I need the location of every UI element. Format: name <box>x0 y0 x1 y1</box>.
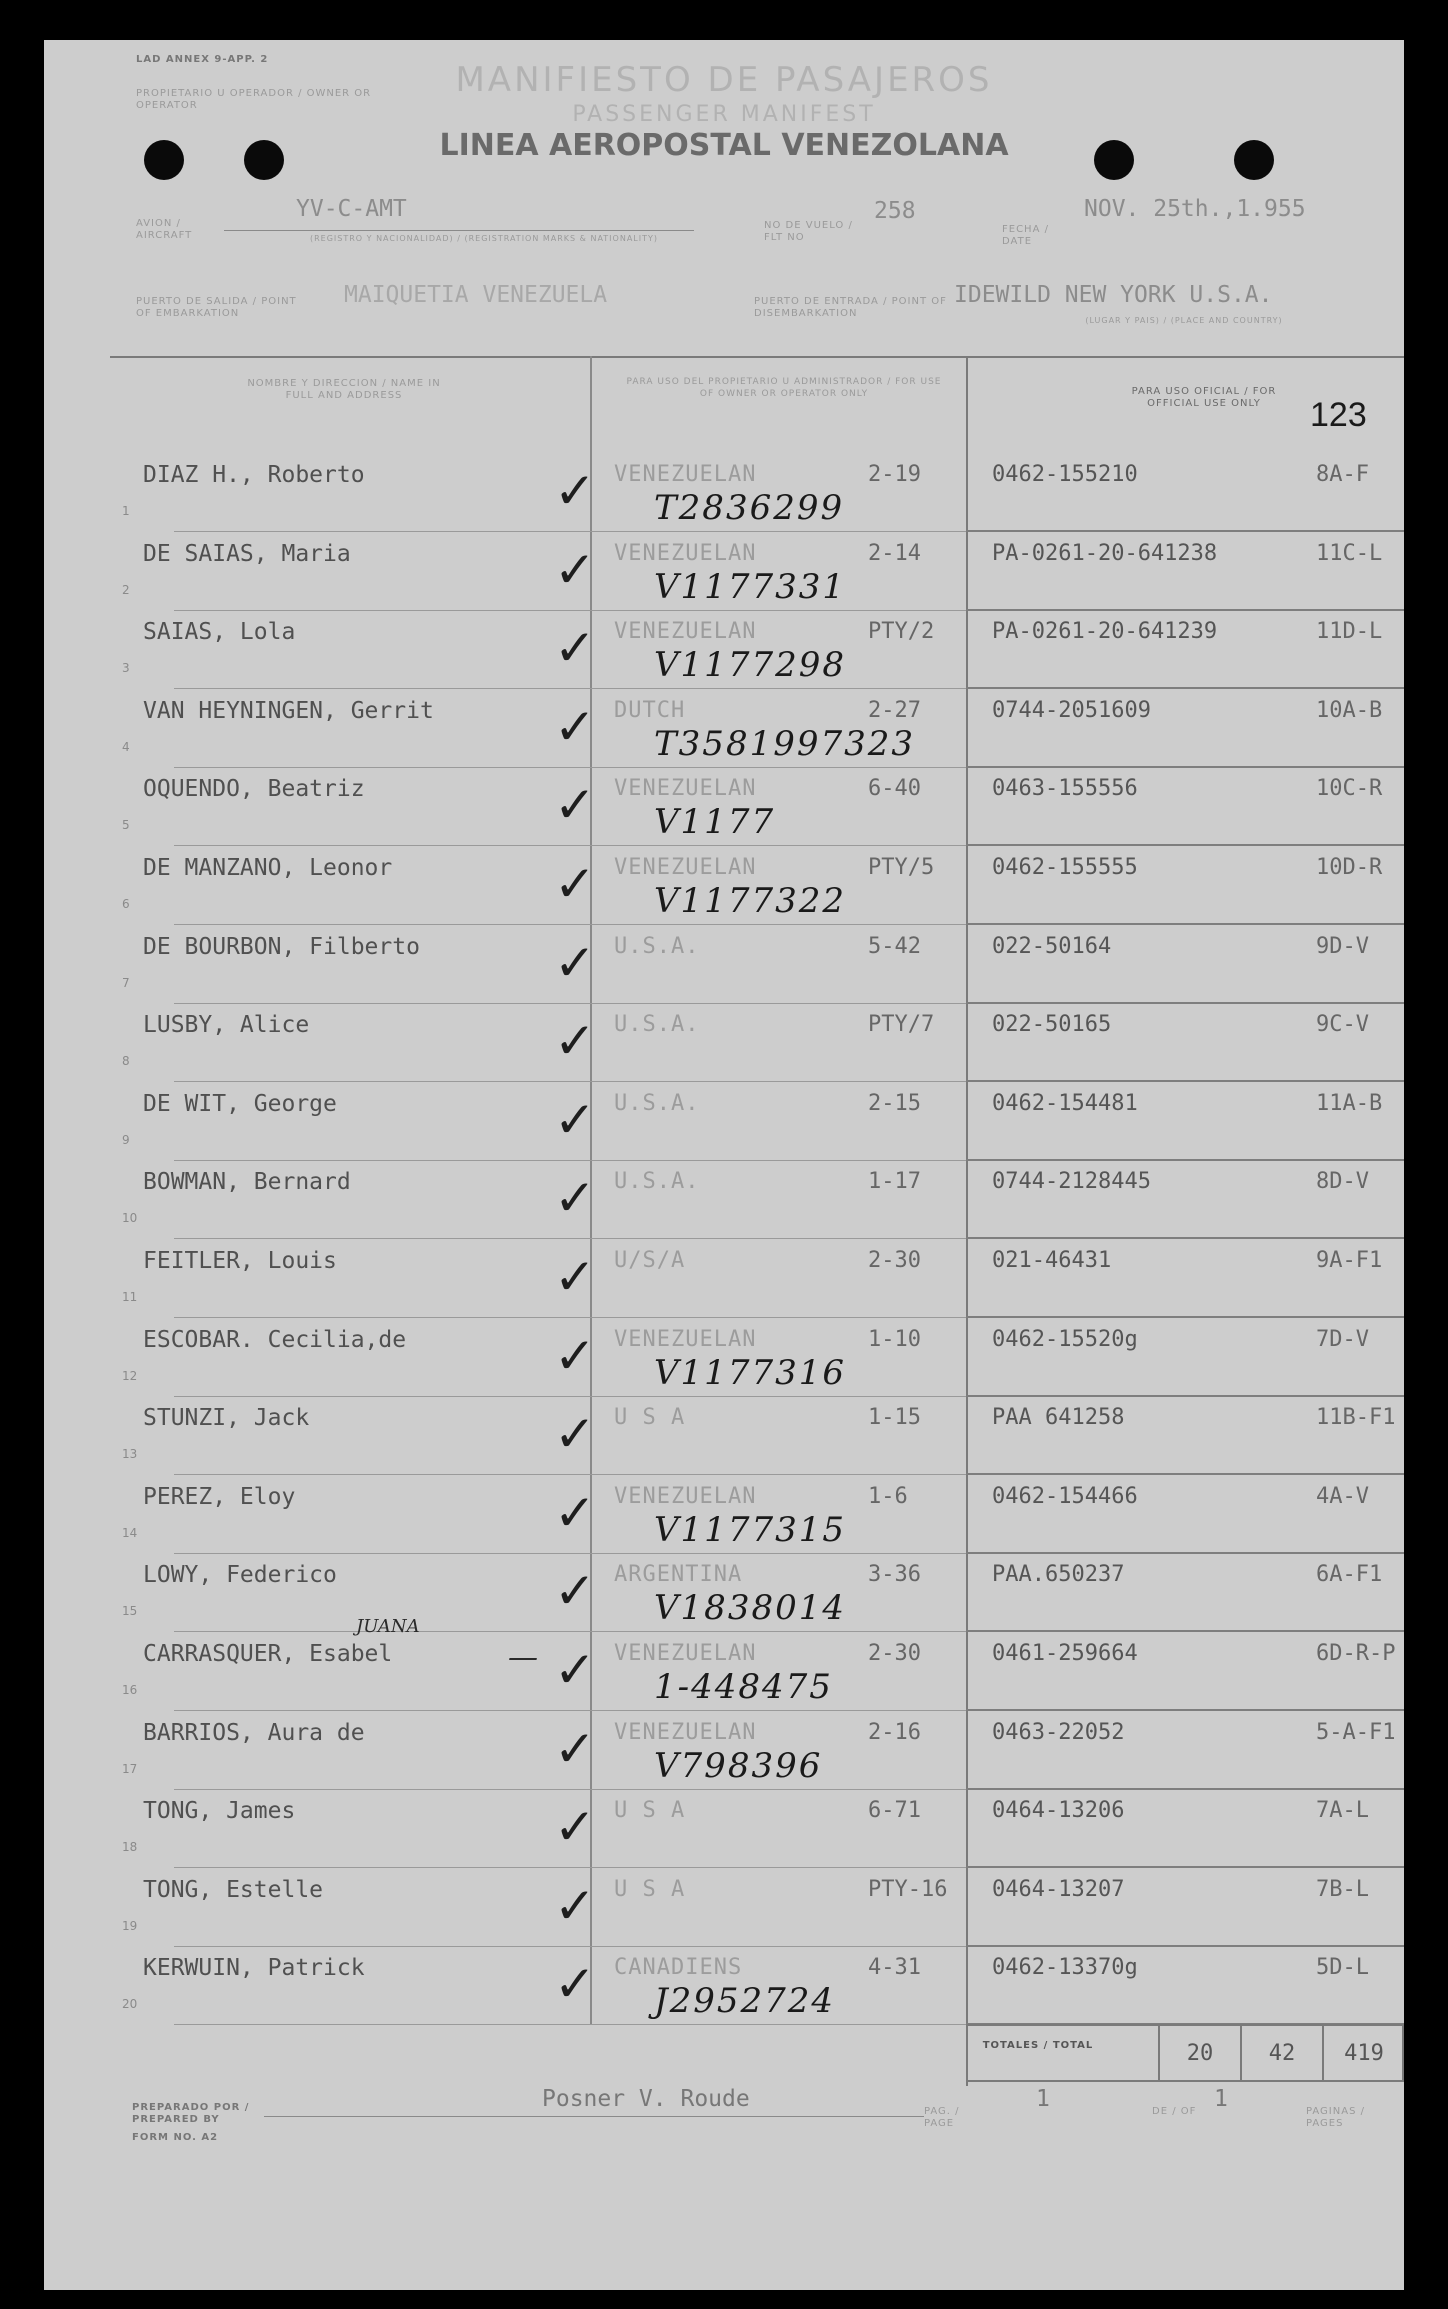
passenger-row <box>44 1002 1404 1082</box>
passenger-nationality: U S A <box>614 1405 686 1430</box>
check-mark-icon: ✓ <box>554 1562 596 1620</box>
passenger-nationality: DUTCH <box>614 698 686 723</box>
ticket-number: 0462-155555 <box>992 855 1138 880</box>
passenger-name: CARRASQUER, Esabel <box>143 1641 393 1667</box>
passenger-name: DIAZ H., Roberto <box>143 462 365 488</box>
departure-label: PUERTO DE SALIDA / POINT OF EMBARKATION <box>136 296 297 319</box>
passenger-code: 2-14 <box>868 541 921 566</box>
passenger-code: 2-19 <box>868 462 921 487</box>
passenger-nationality: CANADIENS <box>614 1955 743 1980</box>
handwritten-passport: J2952724 <box>654 1981 836 2021</box>
passenger-row <box>44 1552 1404 1632</box>
prepared-value: Posner V. Roude <box>542 2086 750 2112</box>
passenger-code: 2-15 <box>868 1091 921 1116</box>
aircraft-label: AVION / AIRCRAFT <box>136 218 193 241</box>
seat-code: 9D-V <box>1316 934 1369 959</box>
passenger-row <box>44 1788 1404 1868</box>
passenger-nationality: U/S/A <box>614 1248 686 1273</box>
ticket-number: 0744-2051609 <box>992 698 1151 723</box>
seat-code: 10A-B <box>1316 698 1383 723</box>
prepared-rule <box>264 2116 924 2117</box>
passenger-code: 2-27 <box>868 698 921 723</box>
handwritten-passport: V1177298 <box>654 645 846 685</box>
passenger-row <box>44 531 1404 611</box>
passenger-row <box>44 452 1404 532</box>
row-number: 8 <box>122 1054 130 1068</box>
passenger-row <box>44 1317 1404 1397</box>
punch-hole-1 <box>144 140 184 180</box>
name-column-header: NOMBRE Y DIRECCION / NAME IN FULL AND ADDRESS <box>247 378 441 401</box>
ticket-number: 021-46431 <box>992 1248 1112 1273</box>
check-mark-icon: ✓ <box>554 1720 596 1778</box>
passenger-name: DE MANZANO, Leonor <box>143 855 393 881</box>
passenger-code: 6-71 <box>868 1798 921 1823</box>
check-mark-icon: ✓ <box>554 698 596 756</box>
check-mark-icon: ✓ <box>554 1327 596 1385</box>
seat-code: 11D-L <box>1316 619 1383 644</box>
seat-code: 5D-L <box>1316 1955 1369 1980</box>
page-label: PAG. / PAGE <box>924 2106 960 2129</box>
ticket-number: 0461-259664 <box>992 1641 1138 1666</box>
passenger-nationality: VENEZUELAN <box>614 462 757 487</box>
passenger-name: DE SAIAS, Maria <box>143 541 351 567</box>
ticket-number: 022-50164 <box>992 934 1112 959</box>
dash-mark: — <box>508 1640 538 1675</box>
seat-code: 4A-V <box>1316 1484 1369 1509</box>
passenger-name: LOWY, Federico <box>143 1562 337 1588</box>
passenger-row <box>44 1081 1404 1161</box>
check-mark-icon: ✓ <box>554 541 596 599</box>
row-number: 9 <box>122 1133 130 1147</box>
punch-hole-2 <box>244 140 284 180</box>
passenger-name: STUNZI, Jack <box>143 1405 310 1431</box>
passenger-row <box>44 1395 1404 1475</box>
aircraft-value: YV-C-AMT <box>296 196 407 222</box>
ticket-number: 0462-13370g <box>992 1955 1138 1980</box>
passenger-code: 4-31 <box>868 1955 921 1980</box>
passenger-nationality: VENEZUELAN <box>614 855 757 880</box>
flight-value: 258 <box>874 198 916 224</box>
ticket-number: 0463-155556 <box>992 776 1138 801</box>
title-en: PASSENGER MANIFEST <box>572 102 876 127</box>
passenger-nationality: VENEZUELAN <box>614 1327 757 1352</box>
ticket-number: PAA 641258 <box>992 1405 1125 1430</box>
date-value: NOV. 25th.,1.955 <box>1084 196 1306 222</box>
row-number: 11 <box>122 1290 138 1304</box>
seat-code: 5-A-F1 <box>1316 1720 1396 1745</box>
check-mark-icon: ✓ <box>554 1877 596 1935</box>
passenger-nationality: U S A <box>614 1877 686 1902</box>
handwritten-passport: V1177331 <box>654 567 846 607</box>
seat-code: 9A-F1 <box>1316 1248 1383 1273</box>
totals-col3: 419 <box>1322 2026 1404 2080</box>
prepared-label: PREPARADO POR / PREPARED BY <box>132 2102 250 2125</box>
arrival-label: PUERTO DE ENTRADA / POINT OF DISEMBARKATION <box>754 296 947 319</box>
passenger-code: 6-40 <box>868 776 921 801</box>
passenger-name: KERWUIN, Patrick <box>143 1955 365 1981</box>
place-label: (LUGAR Y PAIS) / (PLACE AND COUNTRY) <box>1085 316 1283 325</box>
page-value: 1 <box>1036 2086 1050 2112</box>
passenger-code: PTY/5 <box>868 855 935 880</box>
seat-code: 7D-V <box>1316 1327 1369 1352</box>
passenger-code: 2-30 <box>868 1641 921 1666</box>
juana-annotation: JUANA <box>356 1616 420 1637</box>
totals-box <box>966 2024 1404 2082</box>
passenger-nationality: U.S.A. <box>614 1169 700 1194</box>
manifest-sheet <box>44 40 1404 2290</box>
row-number: 14 <box>122 1526 138 1540</box>
passenger-name: DE BOURBON, Filberto <box>143 934 420 960</box>
passenger-row <box>44 766 1404 846</box>
seat-code: 11C-L <box>1316 541 1383 566</box>
corner-label: PROPIETARIO U OPERADOR / OWNER OR OPERATOR <box>136 88 372 111</box>
passenger-nationality: VENEZUELAN <box>614 619 757 644</box>
flight-label: NO DE VUELO / FLT NO <box>764 220 853 243</box>
row-number: 6 <box>122 897 130 911</box>
passenger-nationality: U.S.A. <box>614 1012 700 1037</box>
ticket-number: PA-0261-20-641239 <box>992 619 1218 644</box>
handwritten-passport: V1177322 <box>654 881 846 921</box>
passenger-code: 1-17 <box>868 1169 921 1194</box>
handwritten-passport: V1177316 <box>654 1353 846 1393</box>
passenger-nationality: U.S.A. <box>614 934 700 959</box>
passenger-name: TONG, James <box>143 1798 296 1824</box>
handwritten-passport: V1177315 <box>654 1510 846 1550</box>
check-mark-icon: ✓ <box>554 1248 596 1306</box>
handwritten-passport: V798396 <box>654 1746 823 1786</box>
row-number: 13 <box>122 1447 138 1461</box>
passenger-name: LUSBY, Alice <box>143 1012 310 1038</box>
ticket-number: 0462-154466 <box>992 1484 1138 1509</box>
passenger-code: 1-6 <box>868 1484 908 1509</box>
check-mark-icon: ✓ <box>554 1169 596 1227</box>
ticket-number: 0744-2128445 <box>992 1169 1151 1194</box>
ticket-number: 0462-154481 <box>992 1091 1138 1116</box>
of-value: 1 <box>1214 2086 1228 2112</box>
passenger-row <box>44 1710 1404 1790</box>
check-mark-icon: ✓ <box>554 1484 596 1542</box>
ticket-number: 0462-155210 <box>992 462 1138 487</box>
row-number: 15 <box>122 1604 138 1618</box>
page-stamp: 123 <box>1310 396 1367 434</box>
seat-code: 9C-V <box>1316 1012 1369 1037</box>
of-label: DE / OF <box>1152 2106 1197 2117</box>
passenger-code: PTY/7 <box>868 1012 935 1037</box>
passenger-name: TONG, Estelle <box>143 1877 324 1903</box>
ticket-number: 0462-15520g <box>992 1327 1138 1352</box>
ticket-number: PA-0261-20-641238 <box>992 541 1218 566</box>
passenger-code: 2-16 <box>868 1720 921 1745</box>
check-mark-icon: ✓ <box>554 1405 596 1463</box>
totals-passengers: 20 <box>1158 2026 1240 2080</box>
passenger-nationality: VENEZUELAN <box>614 1641 757 1666</box>
passenger-row <box>44 1238 1404 1318</box>
seat-code: 6D-R-P <box>1316 1641 1396 1666</box>
arrival-value: IDEWILD NEW YORK U.S.A. <box>954 282 1273 308</box>
passenger-row <box>44 609 1404 689</box>
row-number: 12 <box>122 1369 138 1383</box>
airline-name: LINEA AEROPOSTAL VENEZOLANA <box>439 128 1009 163</box>
punch-hole-4 <box>1234 140 1274 180</box>
row-number: 3 <box>122 661 130 675</box>
ticket-number: PAA.650237 <box>992 1562 1125 1587</box>
seat-code: 7B-L <box>1316 1877 1369 1902</box>
passenger-name: SAIAS, Lola <box>143 619 296 645</box>
aircraft-rule <box>224 230 694 231</box>
row-number: 17 <box>122 1762 138 1776</box>
handwritten-passport: T3581997323 <box>654 724 915 764</box>
seat-code: 10D-R <box>1316 855 1383 880</box>
date-label: FECHA / DATE <box>1002 224 1049 247</box>
passenger-row <box>44 1631 1404 1711</box>
passenger-row <box>44 688 1404 768</box>
passenger-code: PTY/2 <box>868 619 935 644</box>
title-es: MANIFIESTO DE PASAJEROS <box>455 60 993 100</box>
check-mark-icon: ✓ <box>554 1641 596 1699</box>
seat-code: 11A-B <box>1316 1091 1383 1116</box>
seat-code: 8D-V <box>1316 1169 1369 1194</box>
passenger-nationality: VENEZUELAN <box>614 1484 757 1509</box>
handwritten-passport: 1-448475 <box>654 1667 833 1707</box>
passenger-code: 1-15 <box>868 1405 921 1430</box>
passenger-name: PEREZ, Eloy <box>143 1484 296 1510</box>
check-mark-icon: ✓ <box>554 462 596 520</box>
passenger-name: FEITLER, Louis <box>143 1248 337 1274</box>
ticket-number: 022-50165 <box>992 1012 1112 1037</box>
check-mark-icon: ✓ <box>554 855 596 913</box>
row-number: 4 <box>122 740 130 754</box>
ticket-number: 0463-22052 <box>992 1720 1125 1745</box>
passenger-nationality: ARGENTINA <box>614 1562 743 1587</box>
passenger-name: BOWMAN, Bernard <box>143 1169 351 1195</box>
passenger-row <box>44 1474 1404 1554</box>
passenger-row <box>44 1945 1404 2025</box>
seat-code: 8A-F <box>1316 462 1369 487</box>
row-number: 7 <box>122 976 130 990</box>
seat-code: 6A-F1 <box>1316 1562 1383 1587</box>
ticket-number: 0464-13207 <box>992 1877 1125 1902</box>
owner-column-header: PARA USO DEL PROPIETARIO U ADMINISTRADOR / FOR USE OF OWNER OR OPERATOR ONLY <box>626 377 942 399</box>
passenger-code: 2-30 <box>868 1248 921 1273</box>
totals-label: TOTALES / TOTAL <box>982 2040 1094 2051</box>
passenger-name: ESCOBAR. Cecilia,de <box>143 1327 407 1353</box>
passenger-nationality: VENEZUELAN <box>614 1720 757 1745</box>
totals-col2: 42 <box>1240 2026 1322 2080</box>
passenger-nationality: VENEZUELAN <box>614 776 757 801</box>
passenger-nationality: U.S.A. <box>614 1091 700 1116</box>
passenger-nationality: VENEZUELAN <box>614 541 757 566</box>
row-number: 19 <box>122 1919 138 1933</box>
check-mark-icon: ✓ <box>554 619 596 677</box>
passenger-row <box>44 924 1404 1004</box>
departure-value: MAIQUETIA VENEZUELA <box>344 282 608 308</box>
row-number: 18 <box>122 1840 138 1854</box>
row-number: 5 <box>122 818 130 832</box>
check-mark-icon: ✓ <box>554 1012 596 1070</box>
form-label: FORM NO. A2 <box>132 2132 219 2143</box>
passenger-name: VAN HEYNINGEN, Gerrit <box>143 698 434 724</box>
corner-stamp: LAD ANNEX 9-APP. 2 <box>136 54 269 65</box>
passenger-code: 5-42 <box>868 934 921 959</box>
passenger-row <box>44 1867 1404 1947</box>
handwritten-passport: T2836299 <box>654 488 845 528</box>
handwritten-passport: V1177 <box>654 802 776 842</box>
header-rule <box>110 356 1404 358</box>
official-column-header: PARA USO OFICIAL / FOR OFFICIAL USE ONLY <box>1131 386 1277 409</box>
registration-label: (REGISTRO Y NACIONALIDAD) / (REGISTRATION MARKS & NATIONALITY) <box>309 234 658 243</box>
check-mark-icon: ✓ <box>554 1091 596 1149</box>
check-mark-icon: ✓ <box>554 776 596 834</box>
passenger-name: OQUENDO, Beatriz <box>143 776 365 802</box>
seat-code: 10C-R <box>1316 776 1383 801</box>
seat-code: 11B-F1 <box>1316 1405 1396 1430</box>
row-number: 1 <box>122 504 130 518</box>
punch-hole-3 <box>1094 140 1134 180</box>
row-number: 10 <box>122 1211 138 1225</box>
passenger-code: PTY-16 <box>868 1877 948 1902</box>
row-number: 2 <box>122 583 130 597</box>
row-number: 20 <box>122 1997 138 2011</box>
passenger-row <box>44 845 1404 925</box>
seat-code: 7A-L <box>1316 1798 1369 1823</box>
check-mark-icon: ✓ <box>554 1955 596 2013</box>
check-mark-icon: ✓ <box>554 934 596 992</box>
passenger-code: 3-36 <box>868 1562 921 1587</box>
passenger-name: BARRIOS, Aura de <box>143 1720 365 1746</box>
row-number: 16 <box>122 1683 138 1697</box>
ticket-number: 0464-13206 <box>992 1798 1125 1823</box>
passenger-nationality: U S A <box>614 1798 686 1823</box>
passenger-code: 1-10 <box>868 1327 921 1352</box>
passenger-row <box>44 1159 1404 1239</box>
handwritten-passport: V1838014 <box>654 1588 846 1628</box>
check-mark-icon: ✓ <box>554 1798 596 1856</box>
passenger-name: DE WIT, George <box>143 1091 337 1117</box>
pages-label: PAGINAS / PAGES <box>1306 2106 1365 2129</box>
